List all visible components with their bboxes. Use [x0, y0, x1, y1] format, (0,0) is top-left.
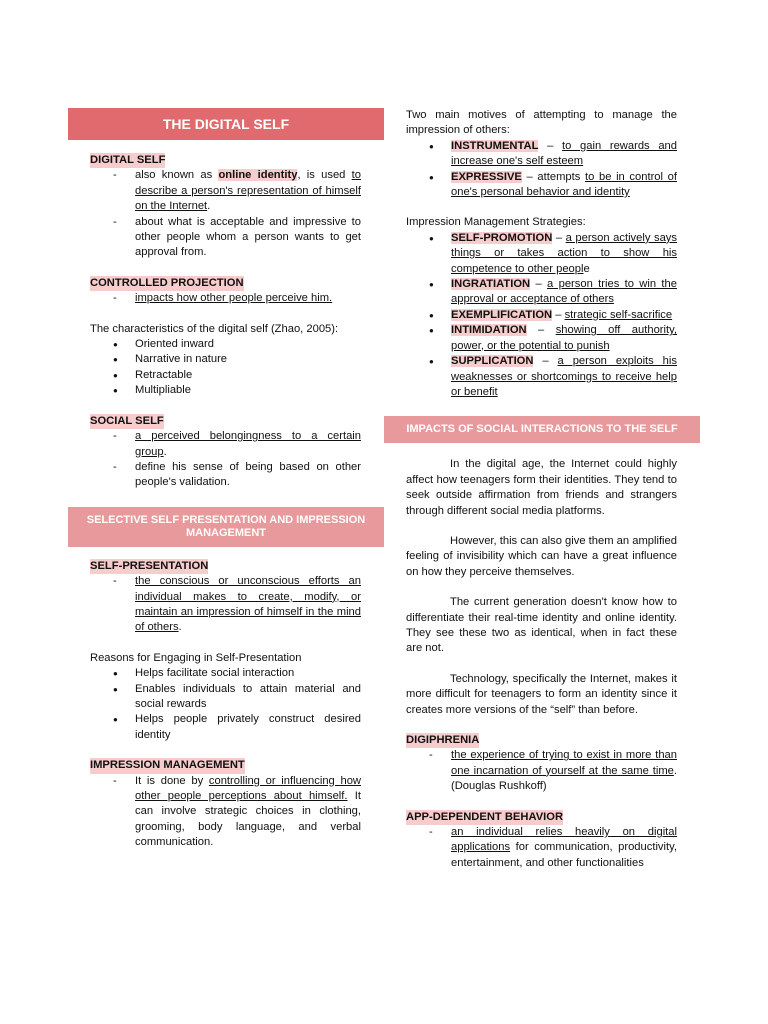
strategy-label: SUPPLICATION: [451, 355, 534, 368]
underlined-text: the conscious or unconscious efforts an individual makes to create, modify, or maintain an impression of himself in the mind of others: [135, 575, 361, 634]
reasons-list: [90, 666, 361, 743]
list-item: [90, 774, 361, 851]
paragraph: In the digital age, the Internet could highly affect how teenagers form their identities. They tend to seek outside affirmation from friends and strangers through different social media platforms.: [406, 458, 677, 517]
strategies-intro: Impression Management Strategies:: [406, 216, 586, 229]
motives-intro: Two main motives of attempting to manage the impression of others:: [406, 109, 677, 137]
text: .: [207, 200, 211, 213]
text: .: [163, 445, 167, 458]
characteristics-section: [68, 322, 384, 399]
impacts-section: [384, 457, 700, 718]
text: It is done by: [135, 774, 209, 787]
text: – attempts: [521, 170, 585, 183]
characteristics-list: [90, 337, 361, 399]
text: e: [583, 262, 590, 275]
left-column: [68, 108, 384, 851]
app-dependent-list: [406, 825, 677, 871]
highlight-text: online identity: [218, 169, 298, 182]
list-item: - about what is acceptable and impressive to other people whom a person wants to get approval from.: [90, 215, 361, 261]
underlined-text: impacts how other people perceive him.: [135, 292, 333, 305]
underlined-text: to describe a person's representation of himself on the Internet: [135, 169, 361, 213]
strategy-label: INGRATIATION: [451, 278, 531, 291]
list-item: [406, 231, 677, 277]
motives-list: [406, 139, 677, 201]
underlined-text: to gain rewards and increase one's self esteem: [451, 139, 677, 168]
list-item: [406, 354, 677, 400]
list-item: ● Oriented inward: [90, 337, 361, 352]
instrumental-label: INSTRUMENTAL: [451, 139, 539, 152]
list-item: [406, 825, 677, 871]
list-item: ● Enables individuals to attain material and social rewards: [90, 682, 361, 713]
paragraph: Technology, specifically the Internet, makes it more difficult for teenagers to form an identity since it creates more versions of the “self” than before.: [406, 672, 677, 716]
digiphrenia-heading: DIGIPHRENIA: [406, 733, 479, 748]
impression-management-section: [68, 758, 384, 850]
list-item: [90, 291, 361, 306]
underlined-text: to be in control of one's personal behavior and identity: [451, 170, 677, 199]
text: –: [533, 355, 558, 368]
self-presentation-heading: SELF-PRESENTATION: [90, 559, 208, 574]
digital-self-list: [90, 168, 361, 260]
text: for communication, productivity, entertainment, and other functionalities: [451, 841, 677, 869]
text: .: [178, 621, 182, 634]
reasons-intro: Reasons for Engaging in Self-Presentation: [90, 651, 302, 664]
strategy-label: INTIMIDATION: [451, 324, 527, 337]
list-item: [90, 168, 361, 214]
social-self-list: [90, 429, 361, 491]
list-item: [406, 748, 677, 794]
characteristics-intro: The characteristics of the digital self (Zhao, 2005):: [90, 322, 339, 335]
list-item: [90, 574, 361, 636]
text: also known as: [135, 169, 219, 182]
section-banner-impacts: IMPACTS OF SOCIAL INTERACTIONS TO THE SELF: [384, 416, 700, 443]
motives-section: [384, 108, 700, 200]
controlled-projection-section: [68, 276, 384, 307]
list-item: ● Retractable: [90, 368, 361, 383]
underlined-text: the experience of trying to exist in more than one incarnation of yourself at the same time: [451, 749, 677, 777]
social-self-section: [68, 414, 384, 491]
strategy-label: SELF-PROMOTION: [451, 231, 553, 244]
self-presentation-list: [90, 574, 361, 636]
underlined-text: a perceived belongingness to a certain group: [135, 430, 361, 458]
list-item: ● Helps people privately construct desired identity: [90, 712, 361, 743]
list-item: [406, 323, 677, 354]
text: –: [530, 278, 548, 291]
text: It can involve strategic choices in clothing, grooming, body language, and verbal communication.: [135, 790, 361, 849]
list-item: [406, 277, 677, 308]
expressive-label: EXPRESSIVE: [451, 170, 522, 183]
strategies-section: [384, 215, 700, 400]
reasons-section: [68, 651, 384, 743]
text: –: [538, 139, 563, 152]
underlined-text: showing off authority, power, or the potential to punish: [451, 324, 677, 352]
list-item: [90, 429, 361, 460]
strategy-label: EXEMPLIFICATION: [451, 308, 553, 321]
text: –: [526, 324, 556, 337]
text: –: [552, 308, 565, 321]
list-item: ● Helps facilitate social interaction: [90, 666, 361, 681]
list-item: [406, 139, 677, 170]
list-item: - define his sense of being based on other people's validation.: [90, 460, 361, 491]
social-self-heading: SOCIAL SELF: [90, 414, 164, 429]
digiphrenia-section: [384, 733, 700, 795]
page-title: THE DIGITAL SELF: [68, 108, 384, 140]
app-dependent-heading: APP-DEPENDENT BEHAVIOR: [406, 810, 563, 825]
underlined-text: an individual relies heavily on digital applications: [451, 826, 677, 854]
underlined-text: a person actively says things or takes action to show his competence to other peopl: [451, 231, 677, 275]
impression-management-heading: IMPRESSION MANAGEMENT: [90, 758, 245, 773]
controlled-projection-list: [90, 291, 361, 306]
underlined-text: a person exploits his weaknesses or shortcomings to receive help or benefit: [451, 355, 677, 398]
text: –: [552, 231, 566, 244]
paragraph: However, this can also give them an amplified feeling of invisibility which can have a great influence on how they perceive themselves.: [406, 534, 677, 578]
strategies-list: [406, 231, 677, 400]
text: . (Douglas Rushkoff): [451, 764, 677, 793]
impression-management-list: [90, 774, 361, 851]
list-item: [406, 308, 677, 323]
underlined-text: strategic self-sacrifice: [564, 308, 673, 321]
digital-self-heading: DIGITAL SELF: [90, 153, 165, 168]
digital-self-section: [68, 153, 384, 261]
controlled-projection-heading: CONTROLLED PROJECTION: [90, 276, 244, 291]
self-presentation-section: [68, 559, 384, 636]
list-item: ● Multipliable: [90, 383, 361, 398]
list-item: ● Narrative in nature: [90, 352, 361, 367]
paragraph: The current generation doesn't know how to differentiate their real-time identity and online identity. They see these two as identical, when in fact these are not.: [406, 596, 677, 655]
list-item: [406, 170, 677, 201]
digiphrenia-list: [406, 748, 677, 794]
app-dependent-section: [384, 810, 700, 872]
right-column: [384, 108, 700, 871]
text: , is used: [297, 169, 352, 182]
underlined-text: a person tries to win the approval or acceptance of others: [451, 278, 677, 306]
underlined-text: controlling or influencing how other people perceptions about himself.: [135, 774, 362, 802]
section-banner-selective-self: SELECTIVE SELF PRESENTATION AND IMPRESSION MANAGEMENT: [68, 507, 384, 547]
